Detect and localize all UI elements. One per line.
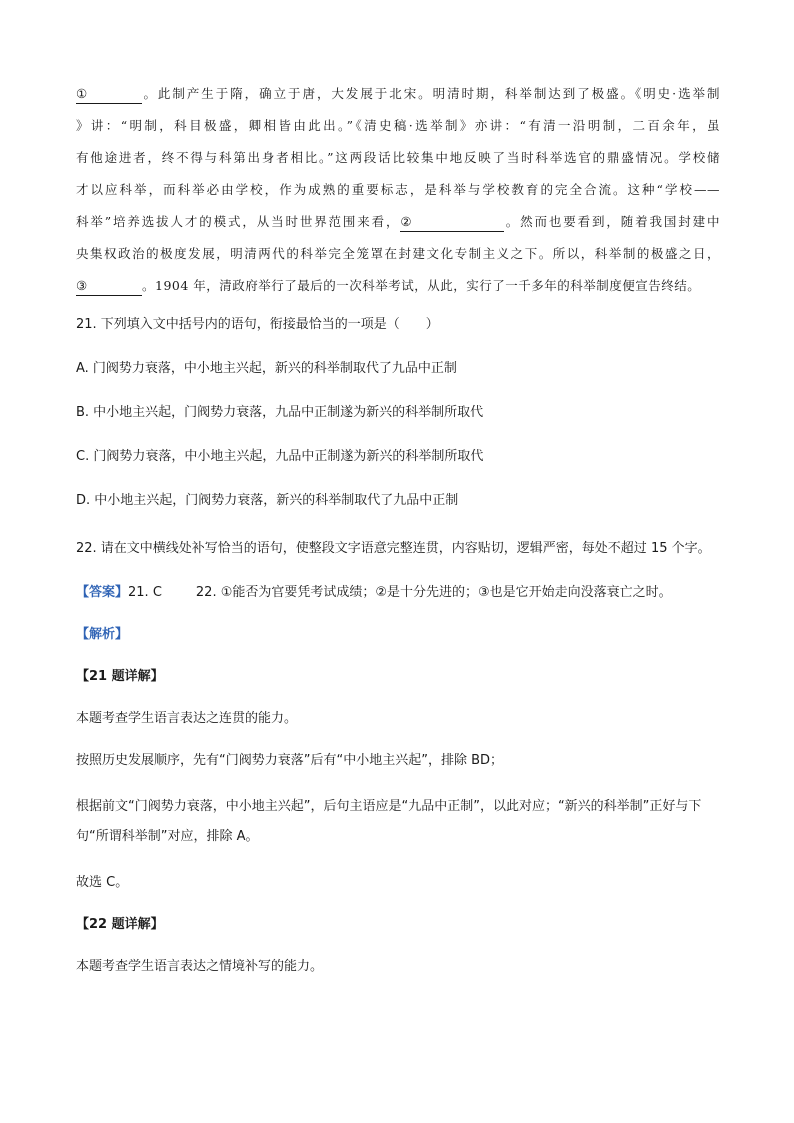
blank-2: ② bbox=[400, 213, 504, 232]
option-b: B. 中小地主兴起，门阀势力衰落，九品中正制遂为新兴的科举制所取代 bbox=[76, 405, 484, 420]
answer-tag: 【答案】 bbox=[76, 585, 129, 600]
question-22-stem: 22. 请在文中横线处补写恰当的语句，使整段文字语意完整连贯，内容贴切，逻辑严密，每处不超过 15 个字。 bbox=[76, 541, 711, 556]
option-c: C. 门阀势力衰落，中小地主兴起，九品中正制遂为新兴的科举制所取代 bbox=[76, 449, 484, 464]
detail-21-p4: 故选 C。 bbox=[76, 875, 129, 890]
detail-21-p3: 根据前文“门阀势力衰落，中小地主兴起”，后句主语应是“九品中正制”，以此对应；“新兴的科举制”正好与下句“所谓科举制”对应，排除 A。 bbox=[76, 799, 702, 844]
question-21-stem: 21. 下列填入文中括号内的语句，衔接最恰当的一项是（ ） bbox=[76, 317, 439, 332]
answer-line bbox=[76, 582, 720, 604]
passage-line-5-before: 科举”培养选拔人才的模式，从当时世界范围来看， bbox=[76, 214, 401, 229]
document-page bbox=[76, 78, 720, 978]
detail-21-p2: 按照历史发展顺序，先有“门阀势力衰落”后有“中小地主兴起”，排除 BD； bbox=[76, 753, 504, 768]
detail-21-heading: 【21 题详解】 bbox=[76, 669, 164, 684]
detail-22-heading: 【22 题详解】 bbox=[76, 917, 164, 932]
passage-line-7 bbox=[76, 270, 720, 302]
analysis-tag: 【解析】 bbox=[76, 627, 129, 642]
passage-line-4: 才以应科举，而科举必由学校，作为成熟的重要标志，是科举与学校教育的完全合流。这种“学校—— bbox=[76, 182, 720, 197]
blank-3: ③ bbox=[76, 277, 142, 296]
passage-line-1 bbox=[76, 78, 720, 110]
passage-line-1-text: 。此制产生于隋，确立于唐，大发展于北宋。明清时期，科举制达到了极盛。《明史·选举制 bbox=[142, 86, 720, 101]
detail-21-p1: 本题考查学生语言表达之连贯的能力。 bbox=[76, 711, 298, 726]
passage-line-5-after: 。然而也要看到，随着我国封建中 bbox=[504, 214, 720, 229]
option-d: D. 中小地主兴起，门阀势力衰落，新兴的科举制取代了九品中正制 bbox=[76, 493, 459, 508]
passage-line-3: 有他途进者，终不得与科第出身者相比。”这两段话比较集中地反映了当时科举选官的鼎盛情况。学校储 bbox=[76, 150, 720, 165]
blank-1: ① bbox=[76, 85, 142, 104]
detail-22-p1: 本题考查学生语言表达之情境补写的能力。 bbox=[76, 959, 324, 974]
passage bbox=[76, 78, 720, 302]
passage-line-2: 》讲：“明制，科目极盛，卿相皆由此出。”《清史稿·选举制》亦讲：“有清一沿明制，二百余年，虽 bbox=[76, 118, 720, 133]
answer-21: 21. C bbox=[128, 585, 162, 600]
answer-22: 22. ①能否为官要凭考试成绩；②是十分先进的；③也是它开始走向没落衰亡之时。 bbox=[195, 585, 672, 600]
passage-line-7-text: 。1904 年，清政府举行了最后的一次科举考试，从此，实行了一千多年的科举制度便宣告终结。 bbox=[142, 278, 701, 293]
option-a: A. 门阀势力衰落，中小地主兴起，新兴的科举制取代了九品中正制 bbox=[76, 361, 457, 376]
passage-line-6: 央集权政治的极度发展，明清两代的科举完全笼罩在封建文化专制主义之下。所以，科举制的极盛之日， bbox=[76, 246, 720, 261]
passage-line-5 bbox=[76, 206, 720, 238]
